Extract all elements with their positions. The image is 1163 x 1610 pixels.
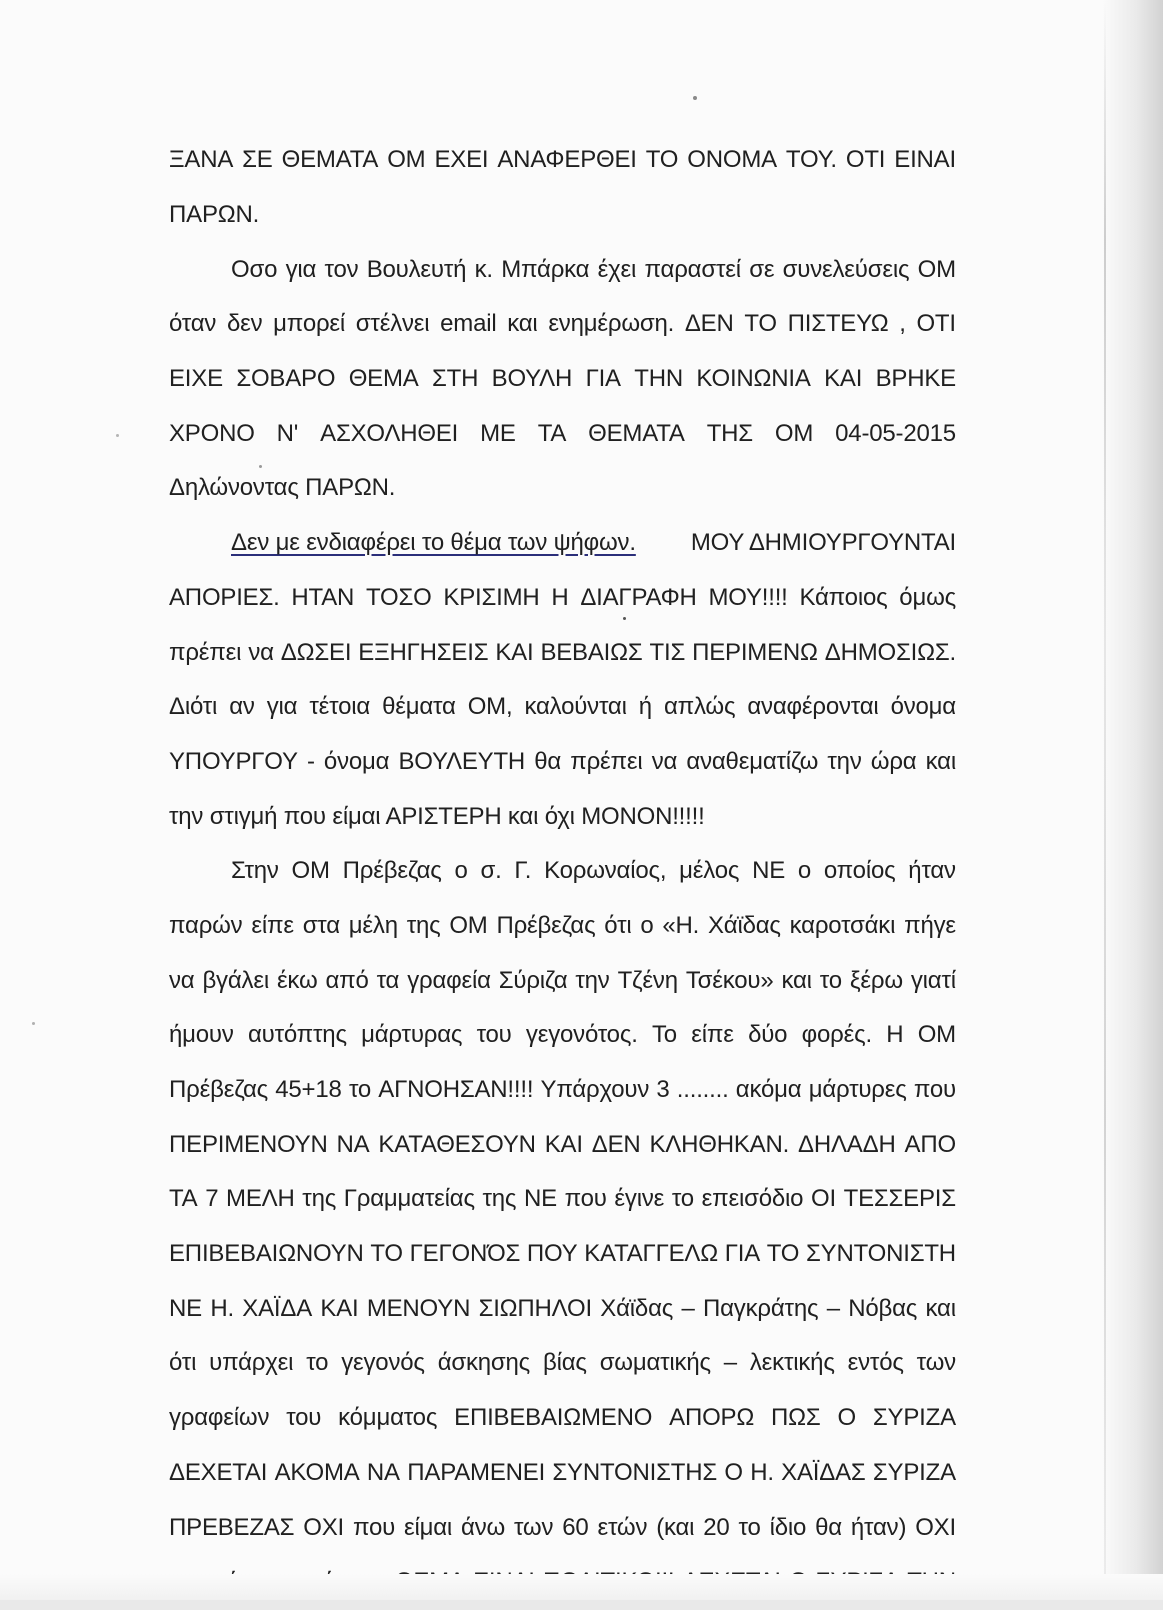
text-line [169, 625, 956, 680]
word: (και [656, 1513, 695, 1541]
word: ΧΡΟΝΟ [169, 419, 255, 447]
word: Υπάρχουν [540, 1076, 650, 1104]
word: ΜΕ [480, 419, 516, 447]
word: το [671, 1185, 694, 1213]
scan-speck [116, 434, 119, 437]
word: ΤΟ [766, 1240, 800, 1268]
text-line [169, 1500, 956, 1555]
word: - [306, 747, 315, 775]
word: αν [229, 693, 255, 721]
word: των [916, 1349, 956, 1377]
word: ΠΑΡΑΜΕΝΕΙ [407, 1458, 546, 1486]
word: ΣΥΝΤΟΝΙΣΤΗΣ [552, 1458, 717, 1486]
word: ΕΧΕΙ [434, 146, 489, 174]
word: σ. [480, 857, 502, 885]
word: όμως [899, 583, 956, 611]
word: συνελεύσεις [782, 255, 910, 283]
text-line [169, 1117, 956, 1172]
text-line [169, 461, 956, 516]
word: ΘΕΜΑΤΑ [588, 419, 685, 447]
word: ΜΟΥ!!!! [708, 583, 788, 611]
word: ΕΙΧΕ [169, 365, 223, 393]
word: ΕΞΗΓΗΣΕΙΣ [358, 638, 489, 666]
word: Πρέβεζας [342, 857, 442, 885]
word: «Η. [662, 911, 700, 939]
word: ΑΠΟΡΙΕΣ. [169, 583, 280, 611]
line-text: την στιγμή που είμαι ΑΡΙΣΤΕΡΗ και όχι ΜΟΝΟΝ!!!!! [169, 802, 705, 830]
word: ΗΤΑΝ [291, 583, 355, 611]
word: να [248, 638, 274, 666]
word: ΤΙΣ [649, 638, 686, 666]
word: και [925, 1294, 956, 1322]
word: Η. [210, 1294, 234, 1322]
word: ΔΕΝ [684, 310, 734, 338]
word: γραφείων [169, 1404, 270, 1432]
word: για [285, 255, 317, 283]
word: Κάποιος [799, 583, 888, 611]
word: ΝΕ [523, 1185, 557, 1213]
text-line [169, 1063, 956, 1118]
word: ΔΕΝ [591, 1130, 641, 1158]
word: ΕΠΙΒΕΒΑΙΩΜΕΝΟ [454, 1404, 653, 1432]
word: ΘΕΜΑΤΑ [281, 146, 379, 174]
word: ΟΧΙ [303, 1513, 344, 1541]
word: ΤΟΥ. [785, 146, 837, 174]
word: 20 [703, 1513, 730, 1541]
word: ΣΕ [242, 146, 273, 174]
word: ΤΑ [169, 1185, 198, 1213]
document-body [169, 133, 956, 1610]
word: απλώς [663, 693, 736, 721]
line-text: ΠΑΡΩΝ. [169, 201, 260, 229]
word: Βουλευτή [366, 255, 467, 283]
word: να [169, 966, 195, 994]
word: τον [324, 255, 359, 283]
word: ΓΙΑ [724, 1240, 761, 1268]
word: όταν [169, 310, 217, 338]
word: ΟΜ, [467, 693, 513, 721]
word: Σύριζα [498, 966, 568, 994]
word: παραστεί [644, 255, 741, 283]
word: ΒΟΥΛΕΥΤΗ [398, 747, 526, 775]
word: τέτοια [309, 693, 371, 721]
word: που [913, 1076, 956, 1104]
text-line [169, 1172, 956, 1227]
word: ΒΕΒΑΙΩΣ [540, 638, 643, 666]
word: όνομα [323, 747, 390, 775]
word: θα [534, 747, 562, 775]
word: την [827, 747, 862, 775]
word: ΞΑΝΑ [169, 146, 234, 174]
word: λεκτικής [749, 1349, 835, 1377]
word: ΟΝΟΜΑ [687, 146, 777, 174]
word: ΧΑΪΔΑ [242, 1294, 313, 1322]
word: 3 [656, 1076, 670, 1104]
word: είπε [691, 1021, 734, 1049]
word: Γραμματείας [343, 1185, 475, 1213]
word: ΝΑ [336, 1130, 370, 1158]
word: του [476, 1021, 512, 1049]
word: βγάλει [202, 966, 269, 994]
word: ΠΩΣ [771, 1404, 821, 1432]
text-line [169, 735, 956, 790]
word: ΠΡΕΒΕΖΑΣ [169, 1513, 295, 1541]
word: ΚΑΤΑΘΕΣΟΥΝ [378, 1130, 536, 1158]
word: – [681, 1294, 695, 1322]
word: το [738, 1513, 761, 1541]
word: στα [302, 911, 340, 939]
word: ο [454, 857, 468, 885]
word: έγινε [614, 1185, 665, 1213]
word: ΚΑΙ [824, 365, 863, 393]
word: μπορεί [273, 310, 346, 338]
word: μέλος [679, 857, 740, 885]
word: ΣΤΗ [432, 365, 479, 393]
word: 04-05-2015 [835, 419, 956, 447]
word: 60 [562, 1513, 589, 1541]
text-line [169, 1227, 956, 1282]
word: ΜΕΛΗ [226, 1185, 295, 1213]
word: ΤΟ [744, 310, 777, 338]
word: Το [651, 1021, 677, 1049]
word: ΕΠΙΒΕΒΑΙΩΝΟΥΝ [169, 1240, 364, 1268]
word: Η. [750, 1458, 774, 1486]
word: Ο [837, 1404, 856, 1432]
word: ΜΕΝΟΥΝ [366, 1294, 471, 1322]
word: ΑΣΧΟΛΗΘΕΙ [320, 419, 459, 447]
word: ΑΚΟΜΑ [274, 1458, 360, 1486]
underlined-phrase: Δεν με ενδιαφέρει το θέμα των ψήφων. [231, 529, 636, 557]
word: θα [815, 1513, 842, 1541]
text-line [169, 899, 956, 954]
word: θέματα [382, 693, 456, 721]
word: ετών [597, 1513, 648, 1541]
word: της [302, 1185, 337, 1213]
word: πήγε [904, 911, 956, 939]
text-line [169, 352, 956, 407]
word: ΣΥΡΙΖΑ [872, 1458, 956, 1486]
word: και [925, 747, 956, 775]
line-text: Δηλώνοντας ΠΑΡΩΝ. [169, 474, 396, 502]
word: ΕΙΝΑΙ [894, 146, 956, 174]
word: κ. [474, 255, 493, 283]
text-line-underlined [169, 516, 956, 571]
word: Κορωναίος, [544, 857, 667, 885]
word: εντός [847, 1349, 904, 1377]
word: γεγονότος. [525, 1021, 638, 1049]
word: ο [797, 857, 812, 885]
word: Τσέκου» [685, 966, 774, 994]
text-line [169, 1391, 956, 1446]
word: Χάϊδας [707, 911, 781, 939]
word: αυτόπτης [247, 1021, 347, 1049]
word: από [325, 966, 369, 994]
word: Οσο [231, 255, 278, 283]
word: το [306, 1349, 329, 1377]
word: έκω [276, 966, 318, 994]
word: ώρα [870, 747, 917, 775]
word: ΑΠΟ [904, 1130, 956, 1158]
word: ΟΜ [917, 255, 956, 283]
word: της [406, 911, 441, 939]
word: Παγκράτης [703, 1294, 819, 1322]
word: δεν [226, 310, 263, 338]
word: Η [551, 583, 569, 611]
word: ΔΩΣΕΙ [280, 638, 352, 666]
word: το [819, 966, 842, 994]
word: ΔΗΜΟΣΙΩΣ. [824, 638, 956, 666]
word: Γ. [514, 857, 532, 885]
word: καροτσάκι [789, 911, 896, 939]
word: ΟΜ [449, 911, 488, 939]
word: του [286, 1404, 322, 1432]
word: που [564, 1185, 607, 1213]
word: Στην [231, 857, 279, 885]
word: άσκησης [437, 1349, 531, 1377]
word: παρών [169, 911, 243, 939]
word: – [826, 1294, 840, 1322]
word: πρέπει [169, 638, 242, 666]
word: όνομα [890, 693, 956, 721]
word: μέλη [348, 911, 398, 939]
word: και [781, 966, 812, 994]
word: ΟΤΙ [845, 146, 886, 174]
word: ΝΑ [366, 1458, 400, 1486]
word: ΔΗΛΑΔΗ [798, 1130, 896, 1158]
word: ΣΟΒΑΡΟ [236, 365, 336, 393]
word: ακόμα [735, 1076, 802, 1104]
word: να [651, 747, 678, 775]
scan-speck [32, 1022, 35, 1025]
word: ΤΑ [537, 419, 567, 447]
word: είμαι [403, 1513, 453, 1541]
word: Πρέβεζας [169, 1076, 269, 1104]
word: ΑΓΝΟΗΣΑΝ!!!! [378, 1076, 534, 1104]
word: ΚΑΤΑΓΓΕΛΩ [584, 1240, 718, 1268]
word: ο [640, 911, 654, 939]
word: ........ [676, 1076, 729, 1104]
text-line [169, 1446, 956, 1501]
text-line [169, 1336, 956, 1391]
word: ΤΟ [645, 146, 679, 174]
word: Η [886, 1021, 904, 1049]
word: ΓΕΓΟΝΌΣ [409, 1240, 521, 1268]
word: σε [749, 255, 775, 283]
word: ΟΙ [811, 1185, 836, 1213]
word: ότι [604, 911, 632, 939]
scan-speck [693, 96, 697, 100]
word: ΚΡΙΣΙΜΗ [443, 583, 540, 611]
word: αναφέρονται [747, 693, 879, 721]
word: καλούνται [524, 693, 627, 721]
word: ΝΕ [169, 1294, 202, 1322]
word: , [899, 310, 906, 338]
word: είπε [251, 911, 294, 939]
page-fold [1104, 0, 1106, 1600]
word: βίας [542, 1349, 587, 1377]
word: οποίος [823, 857, 896, 885]
text-line [169, 789, 956, 844]
text-line [169, 242, 956, 297]
word: Πρέβεζας [496, 911, 596, 939]
word: Ο [724, 1458, 743, 1486]
word: γιατί [910, 966, 956, 994]
word: ΥΠΟΥΡΓΟΥ [169, 747, 298, 775]
word: ίδιο [769, 1513, 807, 1541]
text-line [169, 680, 956, 735]
word: ΠΙΣΤΕΥΩ [787, 310, 889, 338]
word: δύο [748, 1021, 788, 1049]
word: ΚΑΙ [495, 638, 534, 666]
word: 45+18 [275, 1076, 342, 1104]
word: γεγονός [341, 1349, 425, 1377]
word: ΟΤΙ [916, 310, 956, 338]
word: – [723, 1349, 737, 1377]
word: ξέρω [849, 966, 903, 994]
word: ΠΕΡΙΜΕΝΟΥΝ [169, 1130, 328, 1158]
word: της [482, 1185, 517, 1213]
word: ΝΕ [752, 857, 786, 885]
word: ΟΧΙ [915, 1513, 956, 1541]
word: ΔΙΑΓΡΑΦΗ [580, 583, 697, 611]
word: ΟΜ [387, 146, 426, 174]
word: Διότι [169, 693, 218, 721]
word: ΤΟΣΟ [366, 583, 432, 611]
page-edge-shadow [1103, 0, 1163, 1600]
word: ήμουν [169, 1021, 234, 1049]
line-remainder: ΜΟΥ ΔΗΜΙΟΥΡΓΟΥΝΤΑΙ [690, 529, 956, 557]
word: ΣΙΩΠΗΛΟΙ [478, 1294, 592, 1322]
word: μάρτυρες [808, 1076, 907, 1104]
word: επεισόδιο [701, 1185, 804, 1213]
word: πρέπει [570, 747, 643, 775]
word: το [348, 1076, 372, 1104]
word: τα [376, 966, 400, 994]
word: ήταν) [850, 1513, 907, 1541]
word: ότι [169, 1349, 197, 1377]
word: ΠΕΡΙΜΕΝΩ [692, 638, 818, 666]
text-line [169, 844, 956, 899]
word: κόμματος [338, 1404, 438, 1432]
word: την [575, 966, 610, 994]
word: ΔΕΧΕΤΑΙ [169, 1458, 268, 1486]
word: για [266, 693, 298, 721]
word: γραφεία [407, 966, 491, 994]
word: ενημέρωση. [548, 310, 675, 338]
word: ΚΛΗΘΗΚΑΝ. [649, 1130, 790, 1158]
text-line [169, 188, 956, 243]
word: ή [638, 693, 652, 721]
word: Χάϊδας [600, 1294, 674, 1322]
word: και [507, 310, 538, 338]
word: ΧΑΪΔΑΣ [781, 1458, 866, 1486]
word: ΘΕΜΑ [348, 365, 419, 393]
text-line [169, 1008, 956, 1063]
word: σωματικής [599, 1349, 711, 1377]
word: ΚΟΙΝΩΝΙΑ [696, 365, 811, 393]
text-line [169, 953, 956, 1008]
word: ΣΥΡΙΖΑ [872, 1404, 956, 1432]
text-line [169, 133, 956, 188]
word: ΤΕΣΣΕΡΙΣ [843, 1185, 956, 1213]
word: αναθεματίζω [686, 747, 819, 775]
word: ΣΥΝΤΟΝΙΣΤΗ [806, 1240, 956, 1268]
word: άνω [461, 1513, 506, 1541]
word: ΤΗΝ [634, 365, 683, 393]
word: ΤΟ [370, 1240, 403, 1268]
word: ΠΟΥ [526, 1240, 578, 1268]
word: υπάρχει [209, 1349, 294, 1377]
word: μάρτυρας [361, 1021, 463, 1049]
text-line [169, 297, 956, 352]
text-line [169, 1281, 956, 1336]
word: ΓΙΑ [585, 365, 621, 393]
text-line [169, 406, 956, 461]
word: ΟΜ [774, 419, 814, 447]
word: ΚΑΙ [320, 1294, 359, 1322]
word: που [352, 1513, 396, 1541]
word: 7 [205, 1185, 219, 1213]
word: στέλνει [355, 310, 430, 338]
word: ΒΡΗΚΕ [875, 365, 956, 393]
word: email [440, 310, 497, 338]
word: ΤΗΣ [706, 419, 753, 447]
word: Μπάρκα [501, 255, 590, 283]
word: φορές. [801, 1021, 872, 1049]
word: έχει [597, 255, 637, 283]
word: ΑΠΟΡΩ [669, 1404, 755, 1432]
word: Τζένη [617, 966, 678, 994]
word: ΟΜ [917, 1021, 956, 1049]
text-line [169, 571, 956, 626]
word: ήταν [908, 857, 956, 885]
word: των [513, 1513, 554, 1541]
scan-bottom-edge [0, 1574, 1163, 1600]
word: Ν' [276, 419, 299, 447]
word: Νόβας [848, 1294, 918, 1322]
word: ΒΟΥΛΗ [491, 365, 573, 393]
word: ΚΑΙ [544, 1130, 583, 1158]
word: ΟΜ [291, 857, 330, 885]
word: ΑΝΑΦΕΡΘΕΙ [497, 146, 637, 174]
